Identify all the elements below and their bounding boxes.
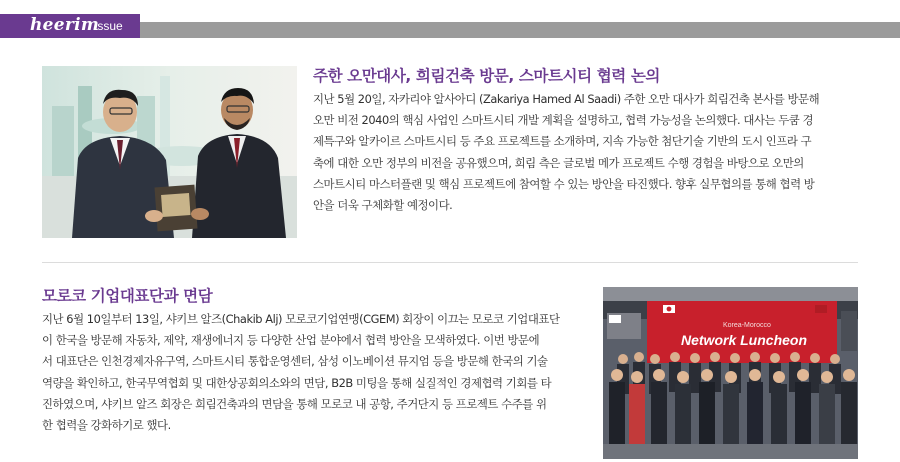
article1-body	[313, 89, 819, 216]
article1-body-line: 오만 비전 2040의 핵심 사업인 스마트시티 개발 계획을 설명하고, 협력 가능성을 논의했다. 대사는 두쿰 경	[313, 113, 814, 128]
header-brand-tab	[0, 14, 140, 38]
photo-morocco-delegation	[603, 287, 858, 459]
article2-body-line: 진하였으며, 샤키브 알즈 회장은 희림건축과의 면담을 통해 모로코 내 공항, 주거단지 등 프로젝트 수주를 위	[42, 396, 547, 411]
article1-body-line: 제특구와 알카이르 스마트시티 등 주요 프로젝트를 소개하며, 지속 가능한 첨단기술 기반의 도시 인프라 구	[313, 134, 812, 149]
section-label: Issue	[94, 19, 123, 33]
article1-body-line: 안을 더욱 구체화할 예정이다.	[313, 197, 453, 212]
page-header	[0, 14, 900, 40]
header-rule	[140, 22, 900, 38]
brand-logo: heerim	[30, 15, 100, 35]
article1-body-line: 지난 5월 20일, 자카리야 알사아디 (Zakariya Hamed Al Saadi) 주한 오만 대사가 희림건축 본사를 방문해	[313, 92, 820, 106]
article2-body-line: 서 대표단은 인천경제자유구역, 스마트시티 통합운영센터, 삼성 이노베이션 뮤지엄 등을 방문해 한국의 기술	[42, 354, 548, 369]
article2-body-line: 역량을 확인하고, 한국무역협회 및 대한상공회의소와의 면담, B2B 미팅을 통해 실질적인 경제협력 기회를 타	[42, 375, 552, 390]
section-divider	[42, 262, 858, 263]
article1-body-line: 축에 대한 오만 정부의 비전을 공유했으며, 희림 측은 글로벌 메가 프로젝트 수행 경험을 바탕으로 오만의	[313, 155, 804, 170]
article1-body-line: 스마트시티 마스터플랜 및 핵심 프로젝트에 참여할 수 있는 방안을 타진했다. 향후 실무협의를 통해 협력 방	[313, 176, 815, 191]
article2-body	[42, 309, 560, 436]
photo-ambassador-visit	[42, 66, 297, 238]
banner-subtitle: Network Luncheon	[681, 332, 808, 348]
article1-title: 주한 오만대사, 희림건축 방문, 스마트시티 협력 논의	[313, 67, 660, 85]
article2-title: 모로코 기업대표단과 면담	[42, 287, 213, 305]
article2-body-line: 이 한국을 방문해 자동차, 제약, 재생에너지 등 다양한 산업 분야에서 협력 방안을 모색하였다. 이번 방문에	[42, 333, 540, 348]
article2-body-line: 지난 6월 10일부터 13일, 샤키브 알즈(Chakib Alj) 모로코기업연맹(CGEM) 회장이 이끄는 모로코 기업대표단	[42, 312, 560, 326]
article2-body-line: 한 협력을 강화하기로 했다.	[42, 417, 171, 432]
banner-text: Korea-Morocco	[723, 322, 771, 329]
